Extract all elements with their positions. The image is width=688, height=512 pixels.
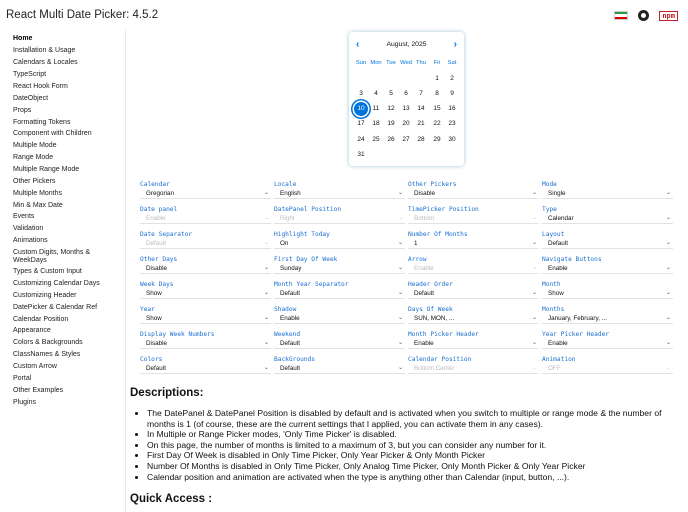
setting-arrow [408,255,539,274]
setting-navigate-buttons [542,255,673,274]
date-panel-select [140,214,271,224]
setting-label: Weekend [274,331,301,338]
chevron-down-icon: ⌄ [397,190,403,196]
select-value: Bottom Center [414,365,455,372]
year-select[interactable] [140,314,271,324]
calendar-day[interactable]: 16 [448,105,456,112]
calendar-day[interactable]: 2 [450,75,454,82]
chevron-down-icon: ⌄ [665,265,671,271]
chevron-down-icon: ⌄ [531,290,537,296]
sidebar-item-types-custom-input[interactable]: Types & Custom Input [13,268,82,275]
chevron-down-icon: ⌄ [263,290,269,296]
sidebar-item-multiple-range-mode[interactable]: Multiple Range Mode [13,166,80,173]
setting-label: Week Days [140,281,174,288]
sidebar-item-dateobject[interactable]: DateObject [13,95,49,102]
sidebar-item-multiple-months[interactable]: Multiple Months [13,190,63,197]
weekday-sun: Sun [355,60,367,66]
quick-access-heading: Quick Access : [130,493,213,505]
sidebar-item-customizing-header[interactable]: Customizing Header [13,292,77,299]
setting-month [542,280,673,299]
setting-year-picker-header [542,330,673,349]
backgrounds-select[interactable] [274,364,405,374]
calendar-day[interactable]: 22 [433,120,441,127]
setting-label: First Day Of Week [274,256,338,263]
calendar-day[interactable]: 31 [357,151,365,158]
chevron-down-icon: ⌄ [397,240,403,246]
calendar-day[interactable]: 30 [448,136,456,143]
setting-label: Arrow [408,256,427,263]
chevron-down-icon: ⌄ [531,190,537,196]
chevron-down-icon: ⌄ [263,190,269,196]
chevron-down-icon: ⌄ [531,365,537,371]
select-value: Enable [548,340,568,347]
sidebar-item-other-pickers[interactable]: Other Pickers [13,178,56,185]
description-item: • On this page, the number of months is limited to a maximum of 3, but you can consider any number for it. [147,440,677,451]
sidebar-item-formatting-tokens[interactable]: Formatting Tokens [13,119,71,126]
setting-label: Layout [542,231,565,238]
description-item: • The DatePanel & DatePanel Position is disabled by default and is activated when you switch to multiple or range mode & the number of months is 1 (of course, these are the current settings that I applied, you can activate them in any cases). [147,408,677,429]
sidebar-item-home[interactable]: Home [13,35,33,42]
calendar-select[interactable] [140,189,271,199]
year-picker-header-select[interactable] [542,339,673,349]
other-days-select[interactable] [140,264,271,274]
setting-datepanel-position [274,205,405,224]
header-order-select[interactable] [408,289,539,299]
select-value: 1 [414,240,418,247]
setting-number-of-months [408,230,539,249]
chevron-down-icon: ⌄ [665,365,671,371]
select-value: Disable [146,265,167,272]
sidebar [0,30,126,512]
setting-label: Header Order [408,281,453,288]
chevron-down-icon: ⌄ [531,265,537,271]
select-value: Gregorian [146,190,175,197]
sidebar-item-animations[interactable]: Animations [13,237,48,244]
select-value: Disable [414,190,435,197]
header-icons [614,10,678,21]
calendar-day[interactable]: 24 [357,136,365,143]
setting-label: DatePanel Position [274,206,342,213]
setting-label: Date panel [140,206,178,213]
descriptions-heading: Descriptions: [130,387,204,399]
setting-layout [542,230,673,249]
select-value: Enable [414,265,434,272]
calendar-day[interactable]: 25 [372,136,380,143]
select-value: Default [280,340,300,347]
sidebar-item-other-examples[interactable]: Other Examples [13,387,64,394]
chevron-down-icon: ⌄ [531,240,537,246]
select-value: OFF [548,365,561,372]
calendar-header-title[interactable]: August, 2025 [386,41,427,48]
datepanel-position-select [274,214,405,224]
previous-month-arrow-icon[interactable]: ‹ [356,39,360,50]
select-value: Enable [414,340,434,347]
month-year-separator-select[interactable] [274,289,405,299]
setting-other-days [140,255,271,274]
weekday-wed: Wed [400,60,412,66]
description-item: • Calendar position and animation are activated when the type is anything other than Calendar (input, button, ...). [147,472,677,483]
sidebar-item-datepicker-calendar-ref[interactable]: DatePicker & Calendar Ref [13,304,98,311]
sidebar-item-portal[interactable]: Portal [13,375,32,382]
sidebar-item-validation[interactable]: Validation [13,225,44,232]
description-item: • Number Of Months is disabled in Only Time Picker, Only Analog Time Picker, Only Month Picker & Only Year Picker [147,461,677,472]
description-item: • In Multiple or Range Picker modes, 'Only Time Picker' is disabled. [147,429,677,440]
chevron-down-icon: ⌄ [397,365,403,371]
chevron-down-icon: ⌄ [397,265,403,271]
highlight-today-select[interactable] [274,239,405,249]
calendar-day[interactable]: 1 [435,75,439,82]
iran-flag-icon[interactable] [614,11,628,20]
colors-select[interactable] [140,364,271,374]
select-value: Show [146,315,162,322]
calendar-day[interactable]: 6 [404,90,408,97]
setting-label: Animation [542,356,576,363]
navigate-buttons-select[interactable] [542,264,673,274]
layout-select[interactable] [542,239,673,249]
display-week-numbers-select[interactable] [140,339,271,349]
shadow-select[interactable] [274,314,405,324]
setting-label: TimePicker Position [408,206,479,213]
chevron-down-icon: ⌄ [263,240,269,246]
calendar-day[interactable]: 9 [450,90,454,97]
calendar-day[interactable]: 11 [372,105,380,112]
week-days-select[interactable] [140,289,271,299]
chevron-down-icon: ⌄ [397,340,403,346]
setting-label: Month [542,281,561,288]
app-title: React Multi Date Picker: 4.5.2 [6,9,159,21]
setting-label: Navigate Buttons [542,256,602,263]
chevron-down-icon: ⌄ [263,365,269,371]
chevron-down-icon: ⌄ [531,340,537,346]
sidebar-item-events[interactable]: Events [13,213,35,220]
sidebar-item-customizing-calendar-days[interactable]: Customizing Calendar Days [13,280,100,287]
calendar-day[interactable]: 7 [419,90,423,97]
calendar-day[interactable]: 14 [417,105,425,112]
select-value: On [280,240,289,247]
first-day-of-week-select[interactable] [274,264,405,274]
arrow-select [408,264,539,274]
animation-select [542,364,673,374]
setting-first-day-of-week [274,255,405,274]
calendar-day[interactable]: 29 [433,136,441,143]
select-value: Show [146,290,162,297]
select-value: January, February, ... [548,315,607,322]
select-value: Default [146,365,166,372]
chevron-down-icon: ⌄ [665,240,671,246]
descriptions-list [147,408,677,482]
select-value: Default [414,290,434,297]
select-value: Calendar [548,215,574,222]
sidebar-item-props[interactable]: Props [13,107,32,114]
sidebar-item-colors-backgrounds[interactable]: Colors & Backgrounds [13,339,83,346]
calendar-day[interactable]: 27 [402,136,410,143]
setting-label: Calendar [140,181,170,188]
setting-colors [140,355,271,374]
calendar [349,32,464,166]
setting-label: Mode [542,181,557,188]
other-pickers-select[interactable] [408,189,539,199]
weekday-mon: Mon [370,60,382,66]
calendar-day[interactable]: 4 [374,90,378,97]
setting-label: Days Of Week [408,306,453,313]
sidebar-item-multiple-mode[interactable]: Multiple Mode [13,142,57,149]
setting-label: Colors [140,356,163,363]
date-separator-select [140,239,271,249]
setting-label: Date Separator [140,231,193,238]
chevron-down-icon: ⌄ [397,215,403,221]
calendar-day[interactable]: 8 [435,90,439,97]
select-value: SUN, MON, ... [414,315,455,322]
setting-label: Other Days [140,256,178,263]
sidebar-item-range-mode[interactable]: Range Mode [13,154,54,161]
setting-label: Other Pickers [408,181,457,188]
mode-select[interactable] [542,189,673,199]
npm-icon[interactable]: npm [659,11,678,21]
setting-label: Display Week Numbers [140,331,215,338]
chevron-down-icon: ⌄ [263,265,269,271]
setting-weekend [274,330,405,349]
select-value: Enable [280,315,300,322]
select-value: Right [280,215,295,222]
month-select[interactable] [542,289,673,299]
setting-year [140,305,271,324]
select-value: Sunday [280,265,302,272]
sidebar-item-min-max-date[interactable]: Min & Max Date [13,202,63,209]
timepicker-position-select [408,214,539,224]
sidebar-item-component-with-children[interactable]: Component with Children [13,130,92,137]
calendar-day[interactable]: 3 [359,90,363,97]
setting-label: Year Picker Header [542,331,610,338]
setting-mode [542,180,673,199]
months-select[interactable] [542,314,673,324]
sidebar-item-custom-digits-months-weekdays[interactable]: Custom Digits, Months & WeekDays [13,249,91,264]
chevron-down-icon: ⌄ [531,215,537,221]
calendar-day[interactable]: 19 [387,120,395,127]
calendar-day[interactable]: 23 [448,120,456,127]
setting-date-panel [140,205,271,224]
sidebar-item-typescript[interactable]: TypeScript [13,71,47,78]
calendar-day[interactable]: 17 [357,120,365,127]
sidebar-item-classnames-styles[interactable]: ClassNames & Styles [13,351,81,358]
select-value: Enable [548,265,568,272]
top-bar [0,0,688,30]
setting-days-of-week [408,305,539,324]
setting-timepicker-position [408,205,539,224]
calendar-day[interactable]: 28 [417,136,425,143]
type-select[interactable] [542,214,673,224]
setting-other-pickers [408,180,539,199]
setting-calendar-position [408,355,539,374]
setting-shadow [274,305,405,324]
calendar-day[interactable]: 13 [402,105,410,112]
chevron-down-icon: ⌄ [665,340,671,346]
setting-week-days [140,280,271,299]
select-value: English [280,190,301,197]
select-value: Default [146,240,166,247]
setting-label: Year [140,306,155,313]
setting-highlight-today [274,230,405,249]
select-value: Default [280,365,300,372]
weekend-select[interactable] [274,339,405,349]
github-icon[interactable] [638,10,649,21]
select-value: Single [548,190,566,197]
weekday-tue: Tue [386,60,396,66]
sidebar-item-installation-usage[interactable]: Installation & Usage [13,47,76,54]
days-of-week-select[interactable] [408,314,539,324]
select-value: Default [548,240,568,247]
select-value: Disable [146,340,167,347]
setting-animation [542,355,673,374]
calendar-day[interactable]: 18 [372,120,380,127]
next-month-arrow-icon[interactable]: › [453,39,457,50]
setting-label: Number Of Months [408,231,468,238]
setting-month-picker-header [408,330,539,349]
weekday-sat: Sat [447,60,457,66]
chevron-down-icon: ⌄ [397,290,403,296]
chevron-down-icon: ⌄ [665,215,671,221]
chevron-down-icon: ⌄ [665,315,671,321]
calendar-day[interactable]: 12 [387,105,395,112]
sidebar-item-react-hook-form[interactable]: React Hook Form [13,83,68,90]
locale-select[interactable] [274,189,405,199]
chevron-down-icon: ⌄ [665,290,671,296]
setting-label: BackGrounds [274,356,315,363]
select-value: Default [280,290,300,297]
calendar-day[interactable]: 5 [389,90,393,97]
select-value: Enable [146,215,166,222]
chevron-down-icon: ⌄ [263,315,269,321]
setting-label: Months [542,306,565,313]
calendar-position-select [408,364,539,374]
setting-label: Calendar Position [408,356,472,363]
weekday-thu: Thu [416,60,426,66]
chevron-down-icon: ⌄ [397,315,403,321]
setting-header-order [408,280,539,299]
setting-locale [274,180,405,199]
sidebar-item-custom-arrow[interactable]: Custom Arrow [13,363,57,370]
setting-date-separator [140,230,271,249]
setting-label: Highlight Today [274,231,330,238]
sidebar-item-calendars-locales[interactable]: Calendars & Locales [13,59,78,66]
calendar-day[interactable]: 20 [402,120,410,127]
setting-type [542,205,673,224]
weekday-fri: Fri [433,60,441,66]
select-value: Show [548,290,564,297]
setting-label: Type [542,206,557,213]
description-item: • First Day Of Week is disabled in Only Time Picker, Only Year Picker & Only Month Picker [147,450,677,461]
chevron-down-icon: ⌄ [263,215,269,221]
setting-label: Month Picker Header [408,331,479,338]
chevron-down-icon: ⌄ [263,340,269,346]
calendar-day[interactable]: 15 [433,105,441,112]
setting-label: Shadow [274,306,297,313]
chevron-down-icon: ⌄ [531,315,537,321]
calendar-day[interactable]: 26 [387,136,395,143]
chevron-down-icon: ⌄ [665,190,671,196]
calendar-day[interactable]: 21 [417,120,425,127]
setting-months [542,305,673,324]
number-of-months-select[interactable] [408,239,539,249]
setting-backgrounds [274,355,405,374]
setting-label: Month Year Separator [274,281,349,288]
setting-display-week-numbers [140,330,271,349]
setting-calendar [140,180,271,199]
month-picker-header-select[interactable] [408,339,539,349]
setting-month-year-separator [274,280,405,299]
sidebar-item-appearance[interactable]: Appearance [13,327,51,334]
sidebar-item-calendar-position[interactable]: Calendar Position [13,316,69,323]
calendar-day-selected[interactable]: 10 [354,102,368,116]
setting-label: Locale [274,181,297,188]
select-value: Bottom [414,215,434,222]
sidebar-item-plugins[interactable]: Plugins [13,399,36,406]
